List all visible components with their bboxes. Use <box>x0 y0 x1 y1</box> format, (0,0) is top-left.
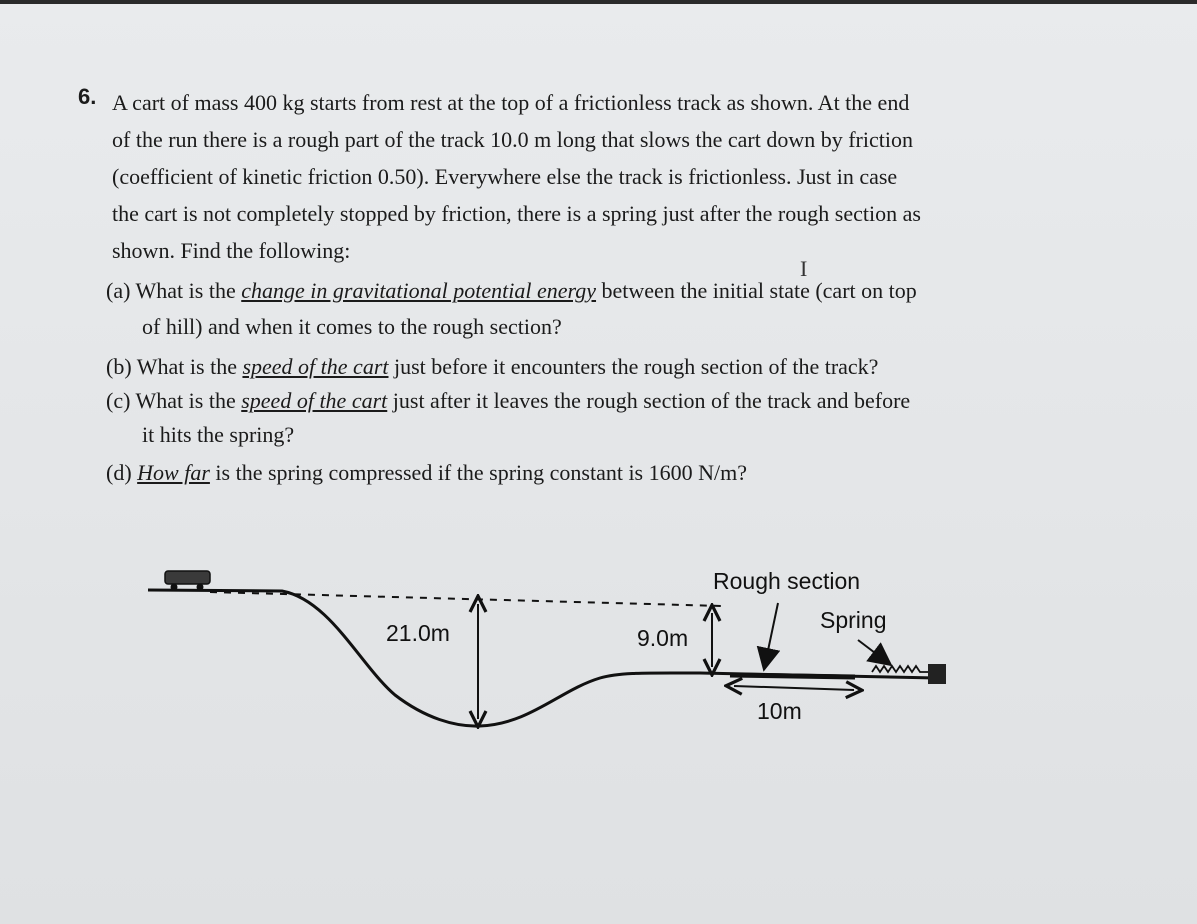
part-text: What is the <box>135 388 242 413</box>
stem-line: the cart is not completely stopped by friction, there is a spring just after the rough section as <box>112 201 921 226</box>
part-text: What is the <box>135 278 242 303</box>
track-line <box>148 590 936 726</box>
stem-line: A cart of mass 400 kg starts from rest at the top of a frictionless track as shown. At the end <box>112 90 910 115</box>
emphasis-text: change in gravitational potential energy <box>241 278 597 303</box>
rough-section-line <box>730 675 855 677</box>
part-label: (b) <box>106 354 132 379</box>
rough-section-arrow <box>766 603 778 660</box>
part-text: just after it leaves the rough section of the track and before <box>387 388 911 413</box>
stem-line: shown. Find the following: <box>112 238 351 263</box>
length-label-10m: 10m <box>757 698 802 724</box>
emphasis-text: speed of the cart <box>242 354 389 379</box>
stem-line: (coefficient of kinetic friction 0.50). Everywhere else the track is frictionless. Just in case <box>112 164 898 189</box>
reference-dashed-line <box>210 592 722 606</box>
part-label: (d) <box>106 460 132 485</box>
height-label-9m: 9.0m <box>637 625 689 651</box>
part-text: between the initial state (cart on top <box>596 278 917 303</box>
part-label: (c) <box>106 388 131 413</box>
spring-arrow <box>858 640 883 659</box>
part-c-continued: it hits the spring? <box>142 422 295 447</box>
emphasis-text: How far <box>137 460 210 485</box>
spring-label: Spring <box>820 607 887 633</box>
part-text: What is the <box>136 354 243 379</box>
stem-line: of the run there is a rough part of the track 10.0 m long that slows the cart down by friction <box>112 127 913 152</box>
cart-icon <box>165 571 210 591</box>
problem-number: 6. <box>78 84 97 109</box>
spring-icon <box>872 666 928 672</box>
rough-section-label: Rough section <box>713 568 861 594</box>
part-label: (a) <box>106 278 131 303</box>
part-text: just before it encounters the rough section of the track? <box>388 354 879 379</box>
part-a-continued: of hill) and when it comes to the rough section? <box>142 314 562 339</box>
part-text: is the spring compressed if the spring constant is 1600 N/m? <box>209 460 747 485</box>
height-label-21m: 21.0m <box>386 620 450 646</box>
text-cursor-icon: I <box>800 256 808 281</box>
spring-wall <box>928 664 946 684</box>
length-arrow-10m <box>734 686 854 690</box>
emphasis-text: speed of the cart <box>241 388 388 413</box>
